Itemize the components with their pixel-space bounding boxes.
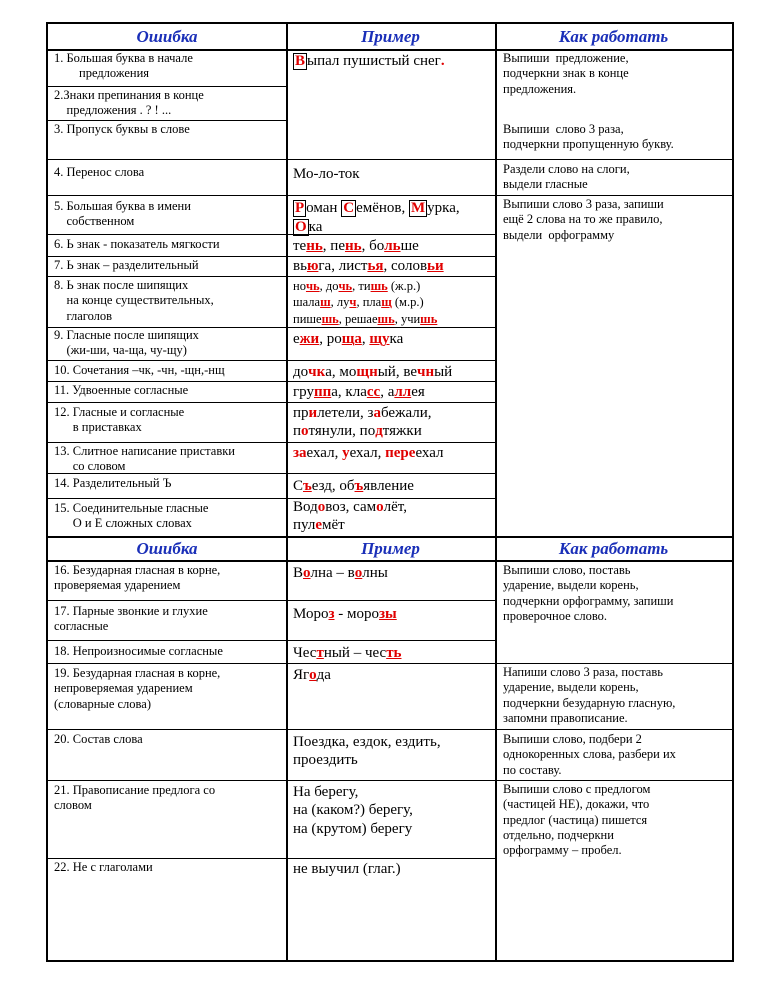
error-item: 2.Знаки препинания в конце предложения . ? ! ... [54, 88, 204, 118]
example-16: Волна – волны [293, 565, 388, 581]
error-item: 15. Соединительные гласные О и Е сложных словах [54, 501, 209, 531]
header-error: Ошибка [136, 27, 198, 46]
header-example-2: Пример [361, 539, 420, 558]
method-4: Раздели слово на слоги, выдели гласные [503, 162, 630, 192]
method-20: Выпиши слово, подбери 2 однокоренных слова, разбери их по составу. [503, 732, 676, 777]
example-13: заехал, уехал, переехал [293, 445, 444, 461]
example-6: тень, пень, больше [293, 238, 419, 254]
error-item: 9. Гласные после шипящих (жи-ши, ча-ща, чу-щу) [54, 328, 199, 358]
method-16: Выпиши слово, поставь ударение, выдели корень, подчеркни орфограмму, запиши проверочное слово. [503, 563, 674, 623]
error-item: 3. Пропуск буквы в слове [54, 122, 190, 136]
error-item: 17. Парные звонкие и глухие согласные [54, 604, 208, 634]
header-error-2: Ошибка [136, 539, 198, 558]
error-item: 5. Большая буква в имени собственном [54, 199, 191, 229]
column-divider [495, 24, 497, 960]
error-item: 18. Непроизносимые согласные [54, 644, 223, 658]
error-item: 6. Ь знак - показатель мягкости [54, 237, 220, 251]
header-example: Пример [361, 27, 420, 46]
error-item: 16. Безударная гласная в корне, проверяемая ударением [54, 563, 221, 593]
error-item: 8. Ь знак после шипящих на конце существительных, глаголов [54, 278, 214, 323]
error-item: 12. Гласные и согласные в приставках [54, 405, 185, 435]
column-divider [286, 24, 288, 960]
error-item: 1. Большая буква в начале предложения [54, 51, 193, 81]
error-item: 20. Состав слова [54, 732, 143, 746]
example-17: Мороз - морозы [293, 606, 397, 622]
error-item: 4. Перенос слова [54, 165, 145, 179]
example-1: В ыпал пушистый снег. [295, 53, 445, 69]
example-15: Водовоз, самолёт, пулемёт [293, 499, 407, 533]
error-item: 14. Разделительный Ъ [54, 476, 172, 490]
example-21: На берегу, на (каком?) берегу, на (крутом) берегу [293, 784, 413, 837]
example-10: дочка, мощный, вечный [293, 364, 453, 380]
example-20: Поездка, ездок, ездить, проездить [293, 734, 441, 769]
error-item: 11. Удвоенные согласные [54, 383, 189, 397]
method-3: Выпиши слово 3 раза, подчеркни пропущенную букву. [503, 122, 674, 152]
example-22: не выучил (глаг.) [293, 861, 401, 877]
example-14: Съезд, объявление [293, 478, 414, 494]
error-item: 13. Слитное написание приставки со словом [54, 444, 235, 474]
error-item: 10. Сочетания –чк, -чн, -щн,-нщ [54, 363, 225, 377]
method-1: Выпиши предложение, подчеркни знак в конце предложения. [503, 51, 629, 96]
example-11: группа, класс, аллея [293, 384, 425, 400]
example-18: Честный – честь [293, 645, 402, 661]
example-19: Ягода [293, 667, 331, 683]
header-method-2: Как работать [558, 539, 669, 558]
example-12: прилетели, забежали, потянули, подтяжки [293, 405, 432, 440]
rules-table [46, 22, 734, 962]
error-item: 19. Безударная гласная в корне, непроверяемая ударением (словарные слова) [54, 666, 221, 711]
method-21: Выпиши слово с предлогом (частицей НЕ), докажи, что предлог (частица) пишется отдельно, подчеркни орфограмму – пробел. [503, 782, 651, 857]
error-item: 7. Ь знак – разделительный [54, 258, 199, 272]
example-9: ежи, роща, щука [293, 331, 404, 347]
method-19: Напиши слово 3 раза, поставь ударение, выдели корень, подчеркни безударную гласную, запомни правописание. [503, 665, 676, 725]
header-method: Как работать [558, 27, 669, 46]
example-7: вьюга, листья, соловьи [293, 258, 444, 274]
method-5: Выпиши слово 3 раза, запиши ещё 2 слова на то же правило, выдели орфограмму [503, 197, 664, 242]
error-item: 22. Не с глаголами [54, 860, 153, 874]
error-item: 21. Правописание предлога со словом [54, 783, 216, 813]
example-4: Мо-ло-ток [293, 166, 360, 182]
example-5: Р оман С емёнов, М урка, О ка [295, 200, 460, 235]
example-8: ночь, дочь, тишь (ж.р.) шалаш, луч, плащ (м.р.) пишешь, решаешь, учишь [293, 279, 438, 326]
